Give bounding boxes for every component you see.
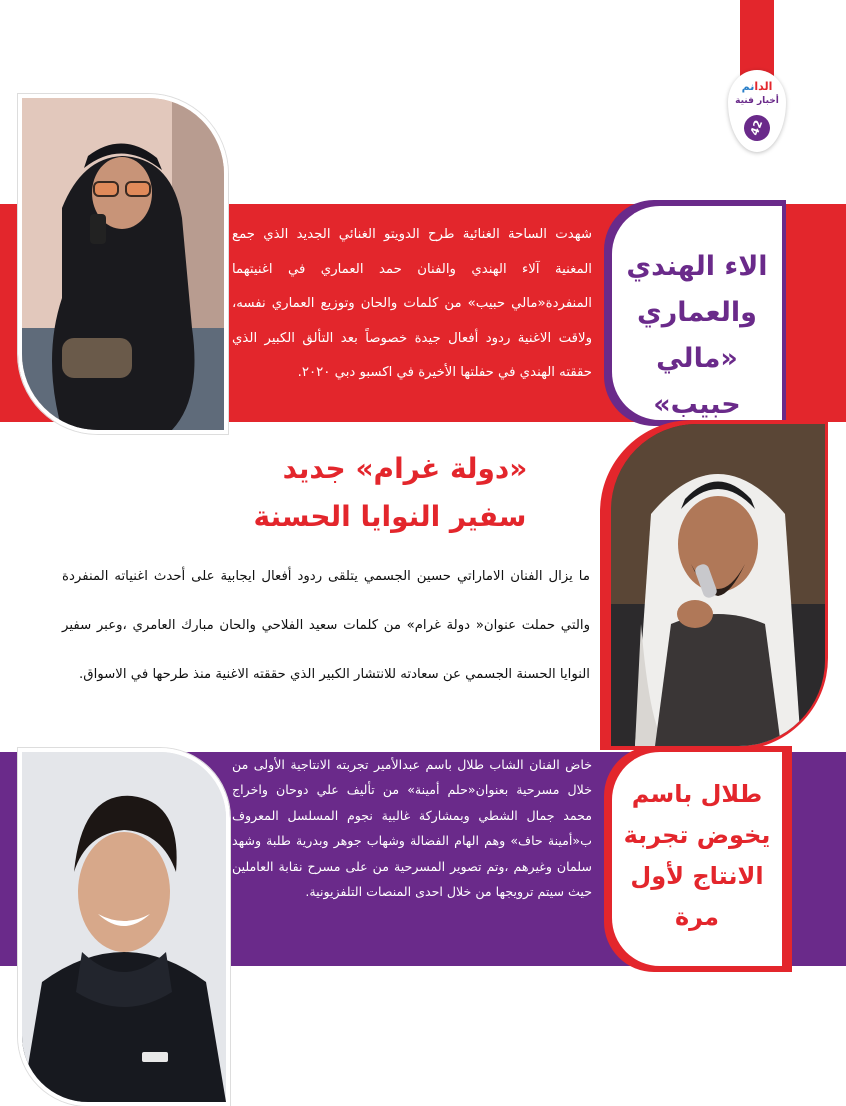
singer-man-image <box>611 424 825 746</box>
article2-photo <box>611 424 825 746</box>
article2-body: ما يزال الفنان الاماراتي حسين الجسمي يتلقى ردود أفعال ايجابية على أحدث اغنياته المنفردة والتي حملت عنوان« دولة غرام» من كلمات سعيد الفلاحي والحان مبارك العامري ،وعبر سفير النوايا الحسنة الجسمي عن سعادته للانتشار الكبير الذي حققته الاغنية منذ طرحها في الاسواق. <box>62 569 590 682</box>
article3-title-line: مرة <box>675 903 719 931</box>
article1-photo <box>18 94 228 434</box>
article3-title-line: طلال باسم <box>631 780 763 808</box>
article3-title-line: الانتاج لأول <box>630 862 764 890</box>
article1-body: شهدت الساحة الغنائية طرح الدويتو الغنائي الجديد الذي جمع المغنية آلاء الهندي والفنان حمد العماري في اغنيتهما المنفردة«مالي حبيب» من كلمات والحان وتوزيع العماري نفسه، ولاقت الاغنية ردود أفعال جيدة خصوصاً بعد التألق الكبير الذي حققته الهندي في حفلتها الأخيرة في اكسبو دبي ٢٠٢٠. <box>232 227 592 381</box>
section-label: أخبار فنية <box>735 96 779 106</box>
singer-woman-image <box>22 98 224 430</box>
article1-title <box>614 244 780 428</box>
article2-title-line2: سفير النوايا الحسنة <box>253 500 527 533</box>
article2-title-line1: «دولة غرام» جديد <box>282 452 528 485</box>
magazine-logo: الدانم <box>741 80 773 93</box>
young-man-image <box>22 752 226 1102</box>
article3-title-line: يخوض تجربة <box>623 821 771 849</box>
article3-photo <box>18 748 230 1106</box>
page-number: 42 <box>740 111 773 144</box>
article1-title-line: «مالي حبيب» <box>653 343 741 420</box>
article1-title-line: والعماري <box>637 297 757 328</box>
article3-body: خاض الفنان الشاب طلال باسم عبدالأمير تجربته الانتاجية الأولى من خلال مسرحية بعنوان«حلم أمينة» من تأليف علي دوحان واخراج محمد جمال الشطي وبمشاركة غالبية نجوم المسلسل المعروف ب«أمينة حاف» وهم الهام الفضالة وشهاب جوهر وبدرية طلبة وشهد سلمان وغيرهم ،وتم تصوير المسرحية من على مسرح نقابة العاملين حيث سيتم ترويجها من خلال احدى المنصات التلفزيونية. <box>232 757 592 900</box>
article3-title <box>616 774 778 938</box>
article1-title-line: الاء الهندي <box>626 251 768 282</box>
